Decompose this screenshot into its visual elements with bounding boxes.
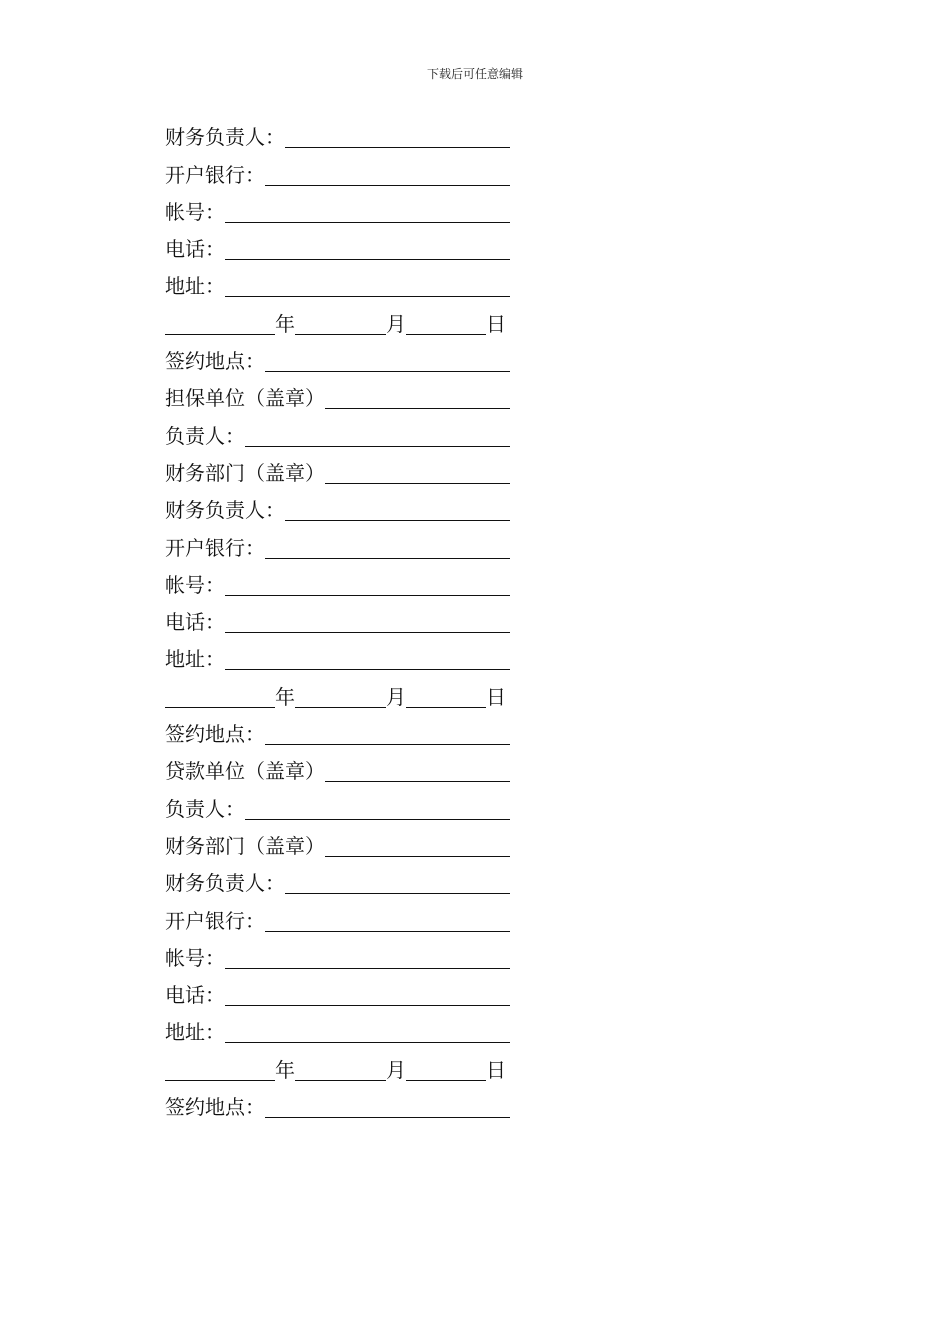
form-field-row bbox=[165, 601, 510, 638]
form-field-row bbox=[165, 452, 510, 489]
fill-in-blank[interactable] bbox=[325, 463, 510, 484]
date-row bbox=[165, 1048, 510, 1085]
fill-in-blank[interactable] bbox=[225, 948, 510, 969]
fill-in-blank[interactable] bbox=[325, 761, 510, 782]
fill-in-blank[interactable] bbox=[285, 873, 510, 894]
field-label: 财务负责人： bbox=[165, 498, 285, 523]
year-blank[interactable] bbox=[165, 1060, 275, 1081]
day-label: 日 bbox=[486, 684, 506, 709]
form-area bbox=[165, 116, 510, 1123]
day-blank[interactable] bbox=[406, 687, 486, 708]
fill-in-blank[interactable] bbox=[245, 426, 510, 447]
form-field-row bbox=[165, 265, 510, 302]
form-field-row bbox=[165, 750, 510, 787]
fill-in-blank[interactable] bbox=[225, 575, 510, 596]
form-field-row bbox=[165, 228, 510, 265]
year-label: 年 bbox=[275, 1057, 295, 1082]
field-label: 电话： bbox=[165, 237, 225, 262]
fill-in-blank[interactable] bbox=[265, 724, 510, 745]
fill-in-blank[interactable] bbox=[225, 1022, 510, 1043]
header-note: 下载后可任意编辑 bbox=[426, 67, 523, 81]
field-label: 签约地点： bbox=[165, 722, 265, 747]
field-label: 开户银行： bbox=[165, 908, 265, 933]
field-label: 地址： bbox=[165, 647, 225, 672]
month-blank[interactable] bbox=[295, 687, 386, 708]
month-blank[interactable] bbox=[295, 314, 386, 335]
fill-in-blank[interactable] bbox=[265, 165, 510, 186]
field-label: 开户银行： bbox=[165, 535, 265, 560]
fill-in-blank[interactable] bbox=[245, 799, 510, 820]
fill-in-blank[interactable] bbox=[265, 351, 510, 372]
form-field-row bbox=[165, 526, 510, 563]
form-field-row bbox=[165, 1086, 510, 1123]
field-label: 负责人： bbox=[165, 423, 245, 448]
form-field-row bbox=[165, 862, 510, 899]
form-field-row bbox=[165, 489, 510, 526]
fill-in-blank[interactable] bbox=[225, 649, 510, 670]
form-field-row bbox=[165, 414, 510, 451]
field-label: 电话： bbox=[165, 983, 225, 1008]
form-field-row bbox=[165, 377, 510, 414]
field-label: 签约地点： bbox=[165, 349, 265, 374]
form-field-row bbox=[165, 974, 510, 1011]
day-blank[interactable] bbox=[406, 314, 486, 335]
form-field-row bbox=[165, 713, 510, 750]
fill-in-blank[interactable] bbox=[225, 276, 510, 297]
field-label: 财务负责人： bbox=[165, 871, 285, 896]
form-field-row bbox=[165, 564, 510, 601]
form-field-row bbox=[165, 937, 510, 974]
year-blank[interactable] bbox=[165, 687, 275, 708]
field-label: 帐号： bbox=[165, 199, 225, 224]
month-label: 月 bbox=[386, 311, 406, 336]
field-label: 贷款单位（盖章） bbox=[165, 759, 325, 784]
date-row bbox=[165, 302, 510, 339]
year-blank[interactable] bbox=[165, 314, 275, 335]
field-label: 地址： bbox=[165, 1020, 225, 1045]
field-label: 财务部门（盖章） bbox=[165, 833, 325, 858]
form-field-row bbox=[165, 825, 510, 862]
date-row bbox=[165, 675, 510, 712]
month-label: 月 bbox=[386, 684, 406, 709]
fill-in-blank[interactable] bbox=[325, 388, 510, 409]
field-label: 签约地点： bbox=[165, 1095, 265, 1120]
day-label: 日 bbox=[486, 311, 506, 336]
field-label: 财务部门（盖章） bbox=[165, 460, 325, 485]
day-blank[interactable] bbox=[406, 1060, 486, 1081]
form-field-row bbox=[165, 899, 510, 936]
fill-in-blank[interactable] bbox=[325, 836, 510, 857]
field-label: 电话： bbox=[165, 610, 225, 635]
field-label: 帐号： bbox=[165, 945, 225, 970]
fill-in-blank[interactable] bbox=[285, 127, 510, 148]
fill-in-blank[interactable] bbox=[225, 612, 510, 633]
form-field-row bbox=[165, 116, 510, 153]
fill-in-blank[interactable] bbox=[225, 202, 510, 223]
form-field-row bbox=[165, 191, 510, 228]
month-label: 月 bbox=[386, 1057, 406, 1082]
field-label: 地址： bbox=[165, 274, 225, 299]
fill-in-blank[interactable] bbox=[225, 239, 510, 260]
form-field-row bbox=[165, 1011, 510, 1048]
year-label: 年 bbox=[275, 311, 295, 336]
fill-in-blank[interactable] bbox=[285, 500, 510, 521]
form-field-row bbox=[165, 638, 510, 675]
field-label: 担保单位（盖章） bbox=[165, 386, 325, 411]
form-field-row bbox=[165, 153, 510, 190]
fill-in-blank[interactable] bbox=[265, 538, 510, 559]
fill-in-blank[interactable] bbox=[265, 911, 510, 932]
form-field-row bbox=[165, 787, 510, 824]
field-label: 帐号： bbox=[165, 572, 225, 597]
month-blank[interactable] bbox=[295, 1060, 386, 1081]
fill-in-blank[interactable] bbox=[265, 1097, 510, 1118]
field-label: 开户银行： bbox=[165, 162, 265, 187]
year-label: 年 bbox=[275, 684, 295, 709]
field-label: 财务负责人： bbox=[165, 125, 285, 150]
form-field-row bbox=[165, 340, 510, 377]
day-label: 日 bbox=[486, 1057, 506, 1082]
fill-in-blank[interactable] bbox=[225, 985, 510, 1006]
field-label: 负责人： bbox=[165, 796, 245, 821]
